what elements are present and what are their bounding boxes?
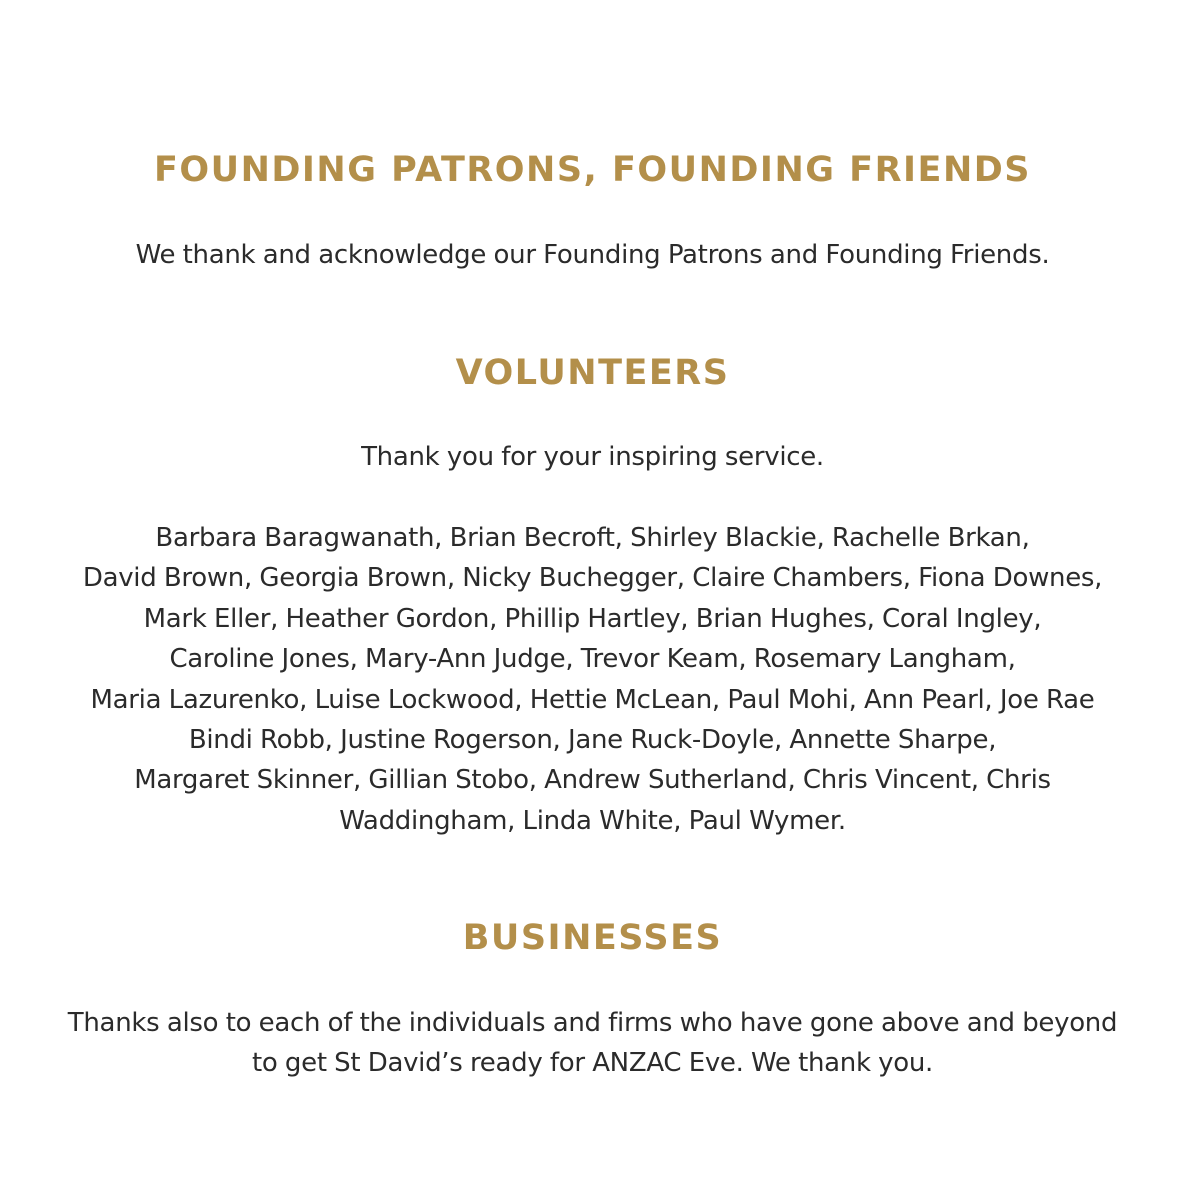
volunteers-heading: VOLUNTEERS [455,353,730,393]
founding-heading: FOUNDING PATRONS, FOUNDING FRIENDS [153,150,1032,190]
businesses-heading: BUSINESSES [462,918,723,958]
volunteer-names [0,518,1185,841]
businesses-text-line: Thanks also to each of the individuals and firms who have gone above and beyond [67,1008,1118,1038]
volunteer-names-line: Barbara Baragwanath, Brian Becroft, Shirley Blackie, Rachelle Brkan, [155,523,1030,553]
volunteer-names-line: Caroline Jones, Mary-Ann Judge, Trevor Keam, Rosemary Langham, [169,644,1016,675]
businesses-text-line: to get St David’s ready for ANZAC Eve. We thank you. [251,1048,934,1079]
volunteer-names-line: Maria Lazurenko, Luise Lockwood, Hettie McLean, Paul Mohi, Ann Pearl, Joe Rae [90,684,1095,715]
volunteer-names-line: Bindi Robb, Justine Rogerson, Jane Ruck-Doyle, Annette Sharpe, [188,725,997,756]
volunteer-names-line: Mark Eller, Heather Gordon, Phillip Hartley, Brian Hughes, Coral Ingley, [143,603,1042,634]
volunteer-names-line: David Brown, Georgia Brown, Nicky Buchegger, Claire Chambers, Fiona Downes, [82,563,1103,594]
volunteer-names-line: Margaret Skinner, Gillian Stobo, Andrew Sutherland, Chris Vincent, Chris [134,765,1051,796]
founding-text: We thank and acknowledge our Founding Patrons and Founding Friends. [135,240,1050,270]
businesses-text [0,1003,1185,1084]
volunteers-text: Thank you for your inspiring service. [361,442,824,472]
volunteer-names-line: Waddingham, Linda White, Paul Wymer. [339,805,846,836]
